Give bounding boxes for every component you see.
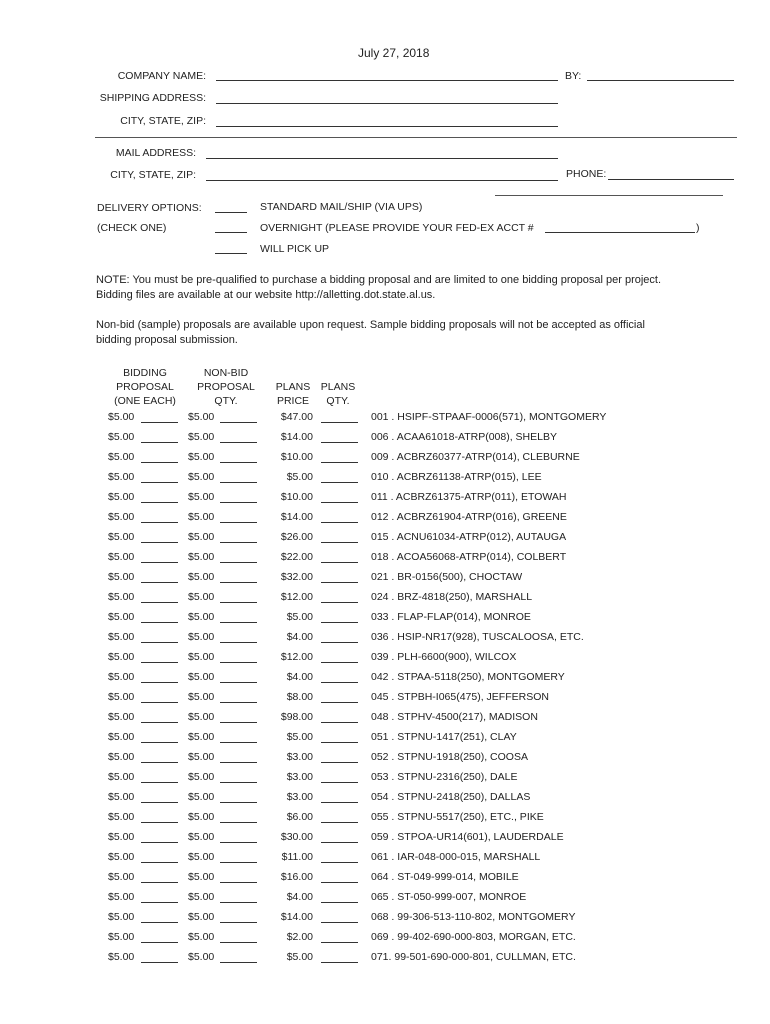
plans-qty-field[interactable] <box>321 822 358 823</box>
project-description: 048 . STPHV-4500(217), MADISON <box>371 711 538 723</box>
bid-qty-field[interactable] <box>141 582 178 583</box>
plans-price: $32.00 <box>280 571 313 583</box>
fedex-account-field[interactable] <box>545 232 695 233</box>
bid-price: $5.00 <box>108 771 135 783</box>
nonbid-qty-field[interactable] <box>220 802 257 803</box>
bid-qty-field[interactable] <box>141 482 178 483</box>
plans-qty-line-1: PLANS <box>320 381 356 393</box>
bid-price: $5.00 <box>108 651 135 663</box>
nonbid-qty-field[interactable] <box>220 862 257 863</box>
bid-qty-field[interactable] <box>141 942 178 943</box>
project-description: 051 . STPNU-1417(251), CLAY <box>371 731 517 743</box>
nonbid-price: $5.00 <box>188 571 215 583</box>
plans-qty-line-2: QTY. <box>326 395 350 407</box>
bid-qty-field[interactable] <box>141 822 178 823</box>
bid-price: $5.00 <box>108 611 135 623</box>
bid-price: $5.00 <box>108 531 135 543</box>
table-row <box>0 691 770 705</box>
table-row <box>0 591 770 605</box>
city-state-zip-field-2[interactable] <box>206 180 558 181</box>
table-row <box>0 751 770 765</box>
overnight-close-paren: ) <box>696 222 700 234</box>
nonbid-qty-field[interactable] <box>220 462 257 463</box>
bid-qty-field[interactable] <box>141 542 178 543</box>
nonbid-price: $5.00 <box>188 551 215 563</box>
plans-qty-field[interactable] <box>321 522 358 523</box>
bid-price: $5.00 <box>108 451 135 463</box>
plans-price: $16.00 <box>280 871 313 883</box>
nonbid-qty-field[interactable] <box>220 822 257 823</box>
bid-qty-field[interactable] <box>141 762 178 763</box>
plans-qty-header <box>318 380 358 408</box>
standard-mail-checkbox[interactable] <box>215 212 247 213</box>
plans-qty-field[interactable] <box>321 902 358 903</box>
bid-price: $5.00 <box>108 851 135 863</box>
nonbid-price: $5.00 <box>188 951 215 963</box>
bid-qty-field[interactable] <box>141 842 178 843</box>
nonbid-qty-field[interactable] <box>220 942 257 943</box>
plans-qty-field[interactable] <box>321 942 358 943</box>
plans-price: $3.00 <box>286 791 313 803</box>
company-name-field[interactable] <box>216 80 558 81</box>
nonbid-price: $5.00 <box>188 811 215 823</box>
bid-qty-field[interactable] <box>141 682 178 683</box>
nonbid-qty-field[interactable] <box>220 922 257 923</box>
nonbid-price: $5.00 <box>188 511 215 523</box>
nonbid-qty-field[interactable] <box>220 962 257 963</box>
nonbid-price: $5.00 <box>188 491 215 503</box>
bid-price: $5.00 <box>108 831 135 843</box>
nonbid-qty-field[interactable] <box>220 782 257 783</box>
nonbid-qty-field[interactable] <box>220 582 257 583</box>
nonbid-note-paragraph: Non-bid (sample) proposals are available upon request. Sample bidding proposals will not be accepted as official bidding proposal submission. <box>96 319 645 346</box>
table-row <box>0 471 770 485</box>
project-description: 059 . STPOA-UR14(601), LAUDERDALE <box>371 831 564 843</box>
nonbid-price: $5.00 <box>188 751 215 763</box>
plans-qty-field[interactable] <box>321 602 358 603</box>
table-row <box>0 811 770 825</box>
plans-qty-field[interactable] <box>321 482 358 483</box>
nonbid-price: $5.00 <box>188 531 215 543</box>
plans-qty-field[interactable] <box>321 502 358 503</box>
nonbid-price: $5.00 <box>188 711 215 723</box>
bid-price: $5.00 <box>108 931 135 943</box>
plans-price: $22.00 <box>280 551 313 563</box>
plans-price: $8.00 <box>286 691 313 703</box>
nonbid-price: $5.00 <box>188 791 215 803</box>
bid-price: $5.00 <box>108 591 135 603</box>
plans-price: $98.00 <box>280 711 313 723</box>
bid-price: $5.00 <box>108 711 135 723</box>
nonbid-qty-field[interactable] <box>220 642 257 643</box>
bid-price: $5.00 <box>108 431 135 443</box>
table-row <box>0 671 770 685</box>
table-row <box>0 731 770 745</box>
delivery-options-label: DELIVERY OPTIONS: <box>97 202 202 214</box>
nonbid-price: $5.00 <box>188 731 215 743</box>
bid-qty-field[interactable] <box>141 622 178 623</box>
bid-price: $5.00 <box>108 951 135 963</box>
nonbid-qty-field[interactable] <box>220 602 257 603</box>
bid-price: $5.00 <box>108 671 135 683</box>
bid-qty-field[interactable] <box>141 662 178 663</box>
project-description: 012 . ACBRZ61904-ATRP(016), GREENE <box>371 511 567 523</box>
bid-price: $5.00 <box>108 551 135 563</box>
shipping-address-label: SHIPPING ADDRESS: <box>99 92 206 104</box>
plans-price: $5.00 <box>286 611 313 623</box>
bid-price: $5.00 <box>108 571 135 583</box>
nonbid-price: $5.00 <box>188 871 215 883</box>
project-description: 009 . ACBRZ60377-ATRP(014), CLEBURNE <box>371 451 580 463</box>
nonbid-price: $5.00 <box>188 591 215 603</box>
project-description: 054 . STPNU-2418(250), DALLAS <box>371 791 531 803</box>
plans-qty-field[interactable] <box>321 882 358 883</box>
nonbid-price: $5.00 <box>188 831 215 843</box>
plans-price: $12.00 <box>280 591 313 603</box>
bid-qty-field[interactable] <box>141 422 178 423</box>
nonbid-price: $5.00 <box>188 931 215 943</box>
phone-field[interactable] <box>608 179 734 180</box>
bid-price: $5.00 <box>108 791 135 803</box>
nonbid-header-line-1: NON-BID <box>203 367 249 379</box>
plans-qty-field[interactable] <box>321 442 358 443</box>
plans-qty-field[interactable] <box>321 802 358 803</box>
bid-qty-field[interactable] <box>141 802 178 803</box>
phone-label: PHONE: <box>566 168 607 180</box>
project-description: 011 . ACBRZ61375-ATRP(011), ETOWAH <box>371 491 567 503</box>
plans-qty-field[interactable] <box>321 862 358 863</box>
nonbid-price: $5.00 <box>188 691 215 703</box>
nonbid-qty-field[interactable] <box>220 442 257 443</box>
bid-price: $5.00 <box>108 411 135 423</box>
bid-qty-field[interactable] <box>141 902 178 903</box>
bid-price: $5.00 <box>108 871 135 883</box>
bid-qty-field[interactable] <box>141 602 178 603</box>
plans-qty-field[interactable] <box>321 682 358 683</box>
plans-qty-field[interactable] <box>321 762 358 763</box>
table-row <box>0 851 770 865</box>
project-description: 010 . ACBRZ61138-ATRP(015), LEE <box>371 471 542 483</box>
project-description: 061 . IAR-048-000-015, MARSHALL <box>371 851 541 863</box>
nonbid-header-line-2: PROPOSAL <box>197 381 255 393</box>
plans-qty-field[interactable] <box>321 722 358 723</box>
project-description: 042 . STPAA-5118(250), MONTGOMERY <box>371 671 565 683</box>
page-date: July 27, 2018 <box>358 46 430 60</box>
plans-qty-field[interactable] <box>321 922 358 923</box>
nonbid-header-line-3: QTY. <box>214 395 238 407</box>
nonbid-qty-field[interactable] <box>220 902 257 903</box>
shipping-address-field[interactable] <box>216 103 558 104</box>
table-row <box>0 431 770 445</box>
table-row <box>0 611 770 625</box>
plans-price: $5.00 <box>286 731 313 743</box>
nonbid-qty-field[interactable] <box>220 422 257 423</box>
plans-price: $4.00 <box>286 671 313 683</box>
overnight-option: OVERNIGHT (PLEASE PROVIDE YOUR FED-EX ACCT # <box>260 222 534 234</box>
plans-qty-field[interactable] <box>321 702 358 703</box>
table-row <box>0 531 770 545</box>
plans-price-header <box>270 380 316 408</box>
will-pick-up-checkbox[interactable] <box>215 253 247 254</box>
nonbid-qty-field[interactable] <box>220 662 257 663</box>
nonbid-price: $5.00 <box>188 471 215 483</box>
bid-qty-field[interactable] <box>141 742 178 743</box>
bid-qty-field[interactable] <box>141 782 178 783</box>
bid-price: $5.00 <box>108 751 135 763</box>
table-row <box>0 871 770 885</box>
plans-price: $26.00 <box>280 531 313 543</box>
plans-price: $14.00 <box>280 431 313 443</box>
bid-price: $5.00 <box>108 511 135 523</box>
bid-qty-field[interactable] <box>141 562 178 563</box>
nonbid-qty-field[interactable] <box>220 502 257 503</box>
nonbid-qty-field[interactable] <box>220 722 257 723</box>
plans-qty-field[interactable] <box>321 582 358 583</box>
project-description: 039 . PLH-6600(900), WILCOX <box>371 651 517 663</box>
table-row <box>0 891 770 905</box>
plans-qty-field[interactable] <box>321 622 358 623</box>
by-field[interactable] <box>587 80 734 81</box>
table-row <box>0 631 770 645</box>
plans-qty-field[interactable] <box>321 842 358 843</box>
company-name-label: COMPANY NAME: <box>117 70 206 82</box>
nonbid-proposal-header <box>186 366 266 408</box>
nonbid-qty-field[interactable] <box>220 762 257 763</box>
table-row <box>0 791 770 805</box>
plans-price: $14.00 <box>280 511 313 523</box>
nonbid-qty-field[interactable] <box>220 542 257 543</box>
plans-qty-field[interactable] <box>321 742 358 743</box>
bid-qty-field[interactable] <box>141 502 178 503</box>
nonbid-qty-field[interactable] <box>220 742 257 743</box>
city-state-zip-label-2: CITY, STATE, ZIP: <box>110 169 196 181</box>
will-pick-up-option: WILL PICK UP <box>260 243 330 255</box>
plans-price-line-2: PRICE <box>276 395 310 407</box>
project-description: 068 . 99-306-513-110-802, MONTGOMERY <box>371 911 576 923</box>
project-description: 036 . HSIP-NR17(928), TUSCALOOSA, ETC. <box>371 631 584 643</box>
table-row <box>0 911 770 925</box>
table-row <box>0 451 770 465</box>
table-row <box>0 831 770 845</box>
plans-qty-field[interactable] <box>321 782 358 783</box>
by-label: BY: <box>565 70 582 82</box>
project-description: 015 . ACNU61034-ATRP(012), AUTAUGA <box>371 531 567 543</box>
plans-price: $3.00 <box>286 751 313 763</box>
bid-price: $5.00 <box>108 911 135 923</box>
nonbid-price: $5.00 <box>188 911 215 923</box>
nonbid-qty-field[interactable] <box>220 522 257 523</box>
bid-price: $5.00 <box>108 471 135 483</box>
table-row <box>0 771 770 785</box>
plans-qty-field[interactable] <box>321 422 358 423</box>
bidding-header-line-3: (ONE EACH) <box>114 395 176 407</box>
bid-qty-field[interactable] <box>141 522 178 523</box>
bid-qty-field[interactable] <box>141 722 178 723</box>
nonbid-price: $5.00 <box>188 771 215 783</box>
project-description: 069 . 99-402-690-000-803, MORGAN, ETC. <box>371 931 576 943</box>
plans-price: $5.00 <box>286 471 313 483</box>
plans-qty-field[interactable] <box>321 542 358 543</box>
bid-price: $5.00 <box>108 631 135 643</box>
project-description: 001 . HSIPF-STPAAF-0006(571), MONTGOMERY <box>371 411 607 423</box>
nonbid-qty-field[interactable] <box>220 702 257 703</box>
table-row <box>0 931 770 945</box>
table-row <box>0 951 770 965</box>
table-row <box>0 651 770 665</box>
project-description: 053 . STPNU-2316(250), DALE <box>371 771 518 783</box>
project-description: 024 . BRZ-4818(250), MARSHALL <box>371 591 533 603</box>
plans-price: $14.00 <box>280 911 313 923</box>
plans-price-line-1: PLANS <box>275 381 311 393</box>
plans-qty-field[interactable] <box>321 962 358 963</box>
nonbid-price: $5.00 <box>188 671 215 683</box>
project-description: 018 . ACOA56068-ATRP(014), COLBERT <box>371 551 567 563</box>
bid-price: $5.00 <box>108 491 135 503</box>
bid-price: $5.00 <box>108 811 135 823</box>
plans-price: $47.00 <box>280 411 313 423</box>
plans-price: $11.00 <box>281 851 313 863</box>
plans-price: $3.00 <box>286 771 313 783</box>
nonbid-price: $5.00 <box>188 651 215 663</box>
nonbid-price: $5.00 <box>188 411 215 423</box>
table-row <box>0 491 770 505</box>
table-row <box>0 411 770 425</box>
section-divider-1 <box>95 137 737 138</box>
bid-price: $5.00 <box>108 731 135 743</box>
bid-qty-field[interactable] <box>141 862 178 863</box>
mail-address-label: MAIL ADDRESS: <box>115 147 196 159</box>
table-row <box>0 511 770 525</box>
bid-qty-field[interactable] <box>141 462 178 463</box>
nonbid-qty-field[interactable] <box>220 482 257 483</box>
table-row <box>0 711 770 725</box>
nonbid-price: $5.00 <box>188 431 215 443</box>
plans-price: $30.00 <box>280 831 313 843</box>
overnight-checkbox[interactable] <box>215 232 247 233</box>
section-divider-2 <box>495 195 723 196</box>
note-paragraph: NOTE: You must be pre-qualified to purchase a bidding proposal and are limited to one bidding proposal per project. Bidding files are available at our website http://alletting.dot.state.al.us. <box>96 274 662 301</box>
bidding-header-line-1: BIDDING <box>123 367 167 379</box>
nonbid-qty-field[interactable] <box>220 682 257 683</box>
nonbid-price: $5.00 <box>188 851 215 863</box>
project-description: 033 . FLAP-FLAP(014), MONROE <box>371 611 531 623</box>
nonbid-price: $5.00 <box>188 611 215 623</box>
project-description: 055 . STPNU-5517(250), ETC., PIKE <box>371 811 544 823</box>
nonbid-price: $5.00 <box>188 631 215 643</box>
plans-price: $10.00 <box>280 491 313 503</box>
nonbid-price: $5.00 <box>188 451 215 463</box>
bid-qty-field[interactable] <box>141 882 178 883</box>
bid-qty-field[interactable] <box>141 442 178 443</box>
nonbid-qty-field[interactable] <box>220 622 257 623</box>
table-row <box>0 571 770 585</box>
mail-address-field[interactable] <box>206 158 558 159</box>
project-description: 064 . ST-049-999-014, MOBILE <box>371 871 519 883</box>
bid-qty-field[interactable] <box>141 962 178 963</box>
nonbid-qty-field[interactable] <box>220 562 257 563</box>
bid-qty-field[interactable] <box>141 702 178 703</box>
plans-qty-field[interactable] <box>321 562 358 563</box>
bid-qty-field[interactable] <box>141 642 178 643</box>
plans-price: $10.00 <box>280 451 313 463</box>
bid-price: $5.00 <box>108 691 135 703</box>
bid-qty-field[interactable] <box>141 922 178 923</box>
city-state-zip-label-1: CITY, STATE, ZIP: <box>120 115 206 127</box>
plans-price: $12.00 <box>280 651 313 663</box>
bidding-header-line-2: PROPOSAL <box>116 381 174 393</box>
plans-price: $4.00 <box>286 631 313 643</box>
nonbid-price: $5.00 <box>188 891 215 903</box>
project-description: 021 . BR-0156(500), CHOCTAW <box>371 571 523 583</box>
project-description: 065 . ST-050-999-007, MONROE <box>371 891 527 903</box>
bid-price: $5.00 <box>108 891 135 903</box>
standard-mail-option: STANDARD MAIL/SHIP (VIA UPS) <box>260 201 423 213</box>
project-description: 052 . STPNU-1918(250), COOSA <box>371 751 528 763</box>
project-description: 045 . STPBH-I065(475), JEFFERSON <box>371 691 549 703</box>
plans-qty-field[interactable] <box>321 462 358 463</box>
project-description: 071. 99-501-690-000-801, CULLMAN, ETC. <box>371 951 576 963</box>
table-row <box>0 551 770 565</box>
bidding-proposal-header <box>100 366 190 408</box>
plans-price: $5.00 <box>286 951 313 963</box>
plans-price: $6.00 <box>286 811 313 823</box>
project-description: 006 . ACAA61018-ATRP(008), SHELBY <box>371 431 557 443</box>
plans-price: $4.00 <box>286 891 313 903</box>
check-one-label: (CHECK ONE) <box>97 222 167 234</box>
nonbid-qty-field[interactable] <box>220 842 257 843</box>
plans-qty-field[interactable] <box>321 642 358 643</box>
plans-qty-field[interactable] <box>321 662 358 663</box>
city-state-zip-field-1[interactable] <box>216 126 558 127</box>
nonbid-qty-field[interactable] <box>220 882 257 883</box>
plans-price: $2.00 <box>286 931 313 943</box>
